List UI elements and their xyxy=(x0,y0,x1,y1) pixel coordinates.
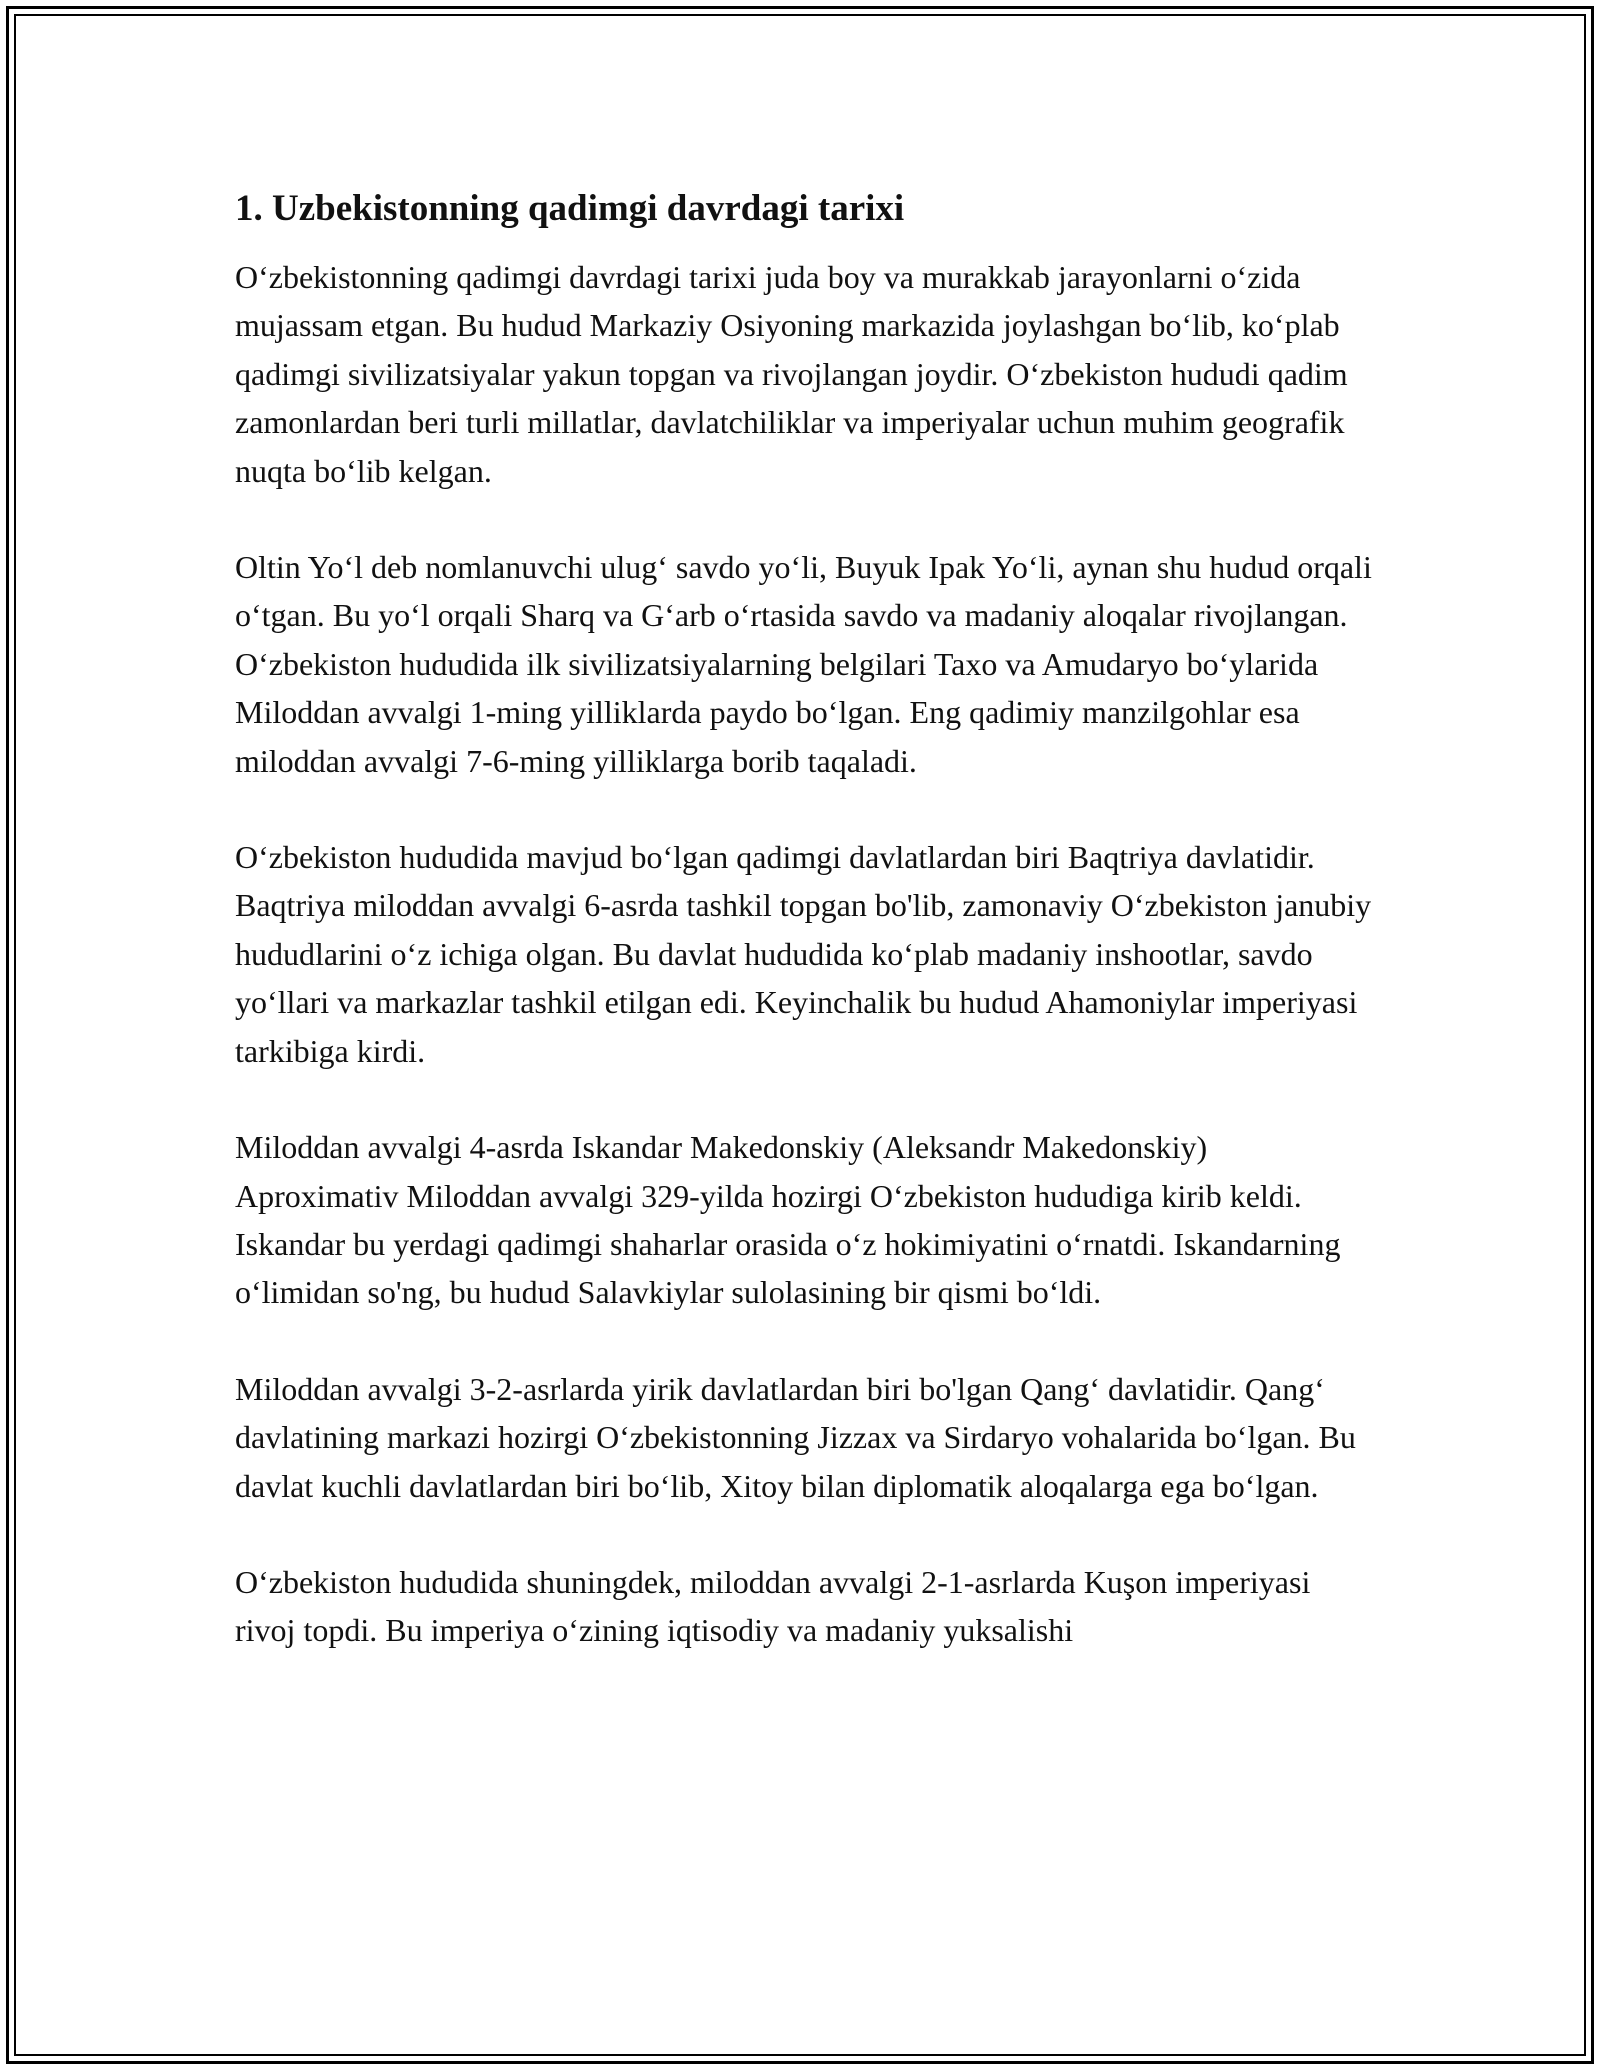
paragraph-4: Miloddan avvalgi 4-asrda Iskandar Makedonskiy (Aleksandr Makedonskiy) Aproximativ Miloddan avvalgi 329-yilda hozirgi O‘zbekiston hududiga kirib keldi. Iskandar bu yerdagi qadimgi shaharlar orasida o‘z hokimiyatini o‘rnatdi. Iskandarning o‘limidan so'ng, bu hudud Salavkiylar sulolasining bir qismi bo‘ldi. xyxy=(235,1129,1341,1311)
paragraph-1: O‘zbekistonning qadimgi davrdagi tarixi juda boy va murakkab jarayonlarni o‘zida mujassam etgan. Bu hudud Markaziy Osiyoning markazida joylashgan bo‘lib, ko‘plab qadimgi sivilizatsiyalar yakun topgan va rivojlangan joydir. O‘zbekiston hududi qadim zamonlardan beri turli millatlar, davlatchiliklar va imperiyalar uchun muhim geografik nuqta bo‘lib kelgan. xyxy=(235,259,1348,489)
document-body xyxy=(235,185,1375,1703)
paragraph-2: Oltin Yo‘l deb nomlanuvchi ulug‘ savdo yo‘li, Buyuk Ipak Yo‘li, aynan shu hudud orqali o‘tgan. Bu yo‘l orqali Sharq va G‘arb o‘rtasida savdo va madaniy aloqalar rivojlangan. O‘zbekiston hududida ilk sivilizatsiyalarning belgilari Taxo va Amudaryo bo‘ylarida Miloddan avvalgi 1-ming yilliklarda paydo bo‘lgan. Eng qadimiy manzilgohlar esa miloddan avvalgi 7-6-ming yilliklarga borib taqaladi. xyxy=(235,549,1372,779)
section-heading: 1. Uzbekistonning qadimgi davrdagi tarixi xyxy=(235,188,905,229)
paragraph-6: O‘zbekiston hududida shuningdek, miloddan avvalgi 2-1-asrlarda Kuşon imperiyasi rivoj topdi. Bu imperiya o‘zining iqtisodiy va madaniy yuksalishi xyxy=(235,1563,1311,1649)
paragraph-5: Miloddan avvalgi 3-2-asrlarda yirik davlatlardan biri bo'lgan Qang‘ davlatidir. Qang‘ davlatining markazi hozirgi O‘zbekistonning Jizzax va Sirdaryo vohalarida bo‘lgan. Bu davlat kuchli davlatlardan biri bo‘lib, Xitoy bilan diplomatik aloqalarga ega bo‘lgan. xyxy=(235,1370,1356,1504)
paragraph-3: O‘zbekiston hududida mavjud bo‘lgan qadimgi davlatlardan biri Baqtriya davlatidir. Baqtriya miloddan avvalgi 6-asrda tashkil topgan bo'lib, zamonaviy O‘zbekiston janubiy hududlarini o‘z ichiga olgan. Bu davlat hududida ko‘plab madaniy inshootlar, savdo yo‘llari va markazlar tashkil etilgan edi. Keyinchalik bu hudud Ahamoniylar imperiyasi tarkibiga kirdi. xyxy=(235,839,1372,1069)
